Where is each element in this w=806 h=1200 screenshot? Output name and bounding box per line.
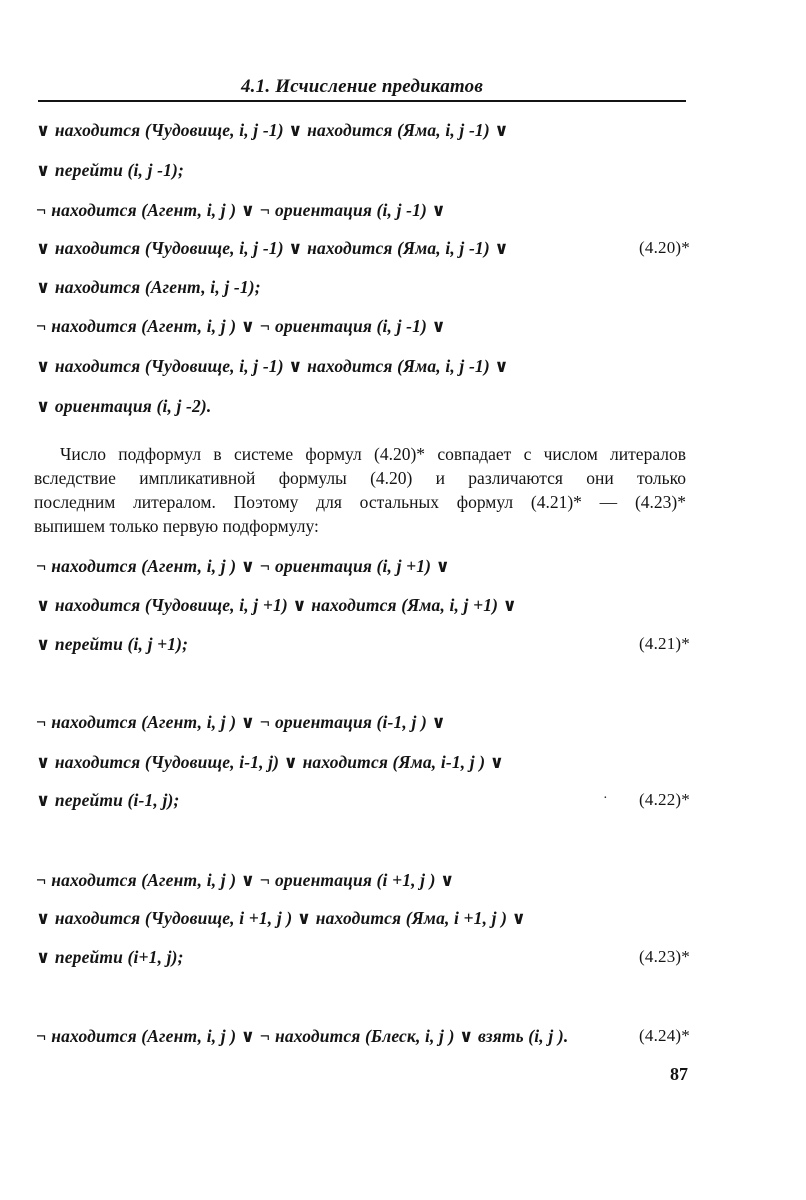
formula-line: ∨ находится (Агент, i, j -1);	[36, 277, 261, 297]
formula-line: ¬ находится (Агент, i, j ) ∨ ¬ находится (Блеск, i, j ) ∨ взять (i, j ).	[36, 1026, 569, 1046]
formula-line: ∨ перейти (i-1, j);	[36, 790, 180, 810]
page-number: 87	[670, 1064, 688, 1084]
formula-line: ∨ находится (Чудовище, i, j -1) ∨ находится (Яма, i, j -1) ∨	[36, 120, 509, 140]
formula-line: ∨ перейти (i, j +1);	[36, 634, 189, 654]
formula-line: ¬ находится (Агент, i, j ) ∨ ¬ ориентация (i, j +1) ∨	[36, 556, 451, 576]
formula-line: ∨ перейти (i+1, j);	[36, 947, 184, 967]
paragraph-line: вследствие импликативной формулы (4.20) и различаются они только	[34, 468, 686, 488]
paragraph-line: последним литералом. Поэтому для остальных формул (4.21)* — (4.23)*	[34, 492, 686, 512]
formula-line: ¬ находится (Агент, i, j ) ∨ ¬ ориентация (i, j -1) ∨	[36, 200, 446, 220]
formula-line: ∨ находится (Чудовище, i +1, j ) ∨ находится (Яма, i +1, j ) ∨	[36, 908, 527, 928]
equation-number-4-20: (4.20)*	[639, 238, 690, 257]
paragraph-line: Число подформул в системе формул (4.20)* совпадает с числом литералов	[60, 444, 686, 464]
formula-line: ∨ находится (Чудовище, i-1, j) ∨ находится (Яма, i-1, j ) ∨	[36, 752, 505, 772]
header-rule	[38, 100, 686, 102]
equation-number-4-24: (4.24)*	[639, 1026, 690, 1045]
formula-line: ∨ перейти (i, j -1);	[36, 160, 184, 180]
formula-line: ∨ находится (Чудовище, i, j -1) ∨ находится (Яма, i, j -1) ∨	[36, 356, 509, 376]
formula-line: ¬ находится (Агент, i, j ) ∨ ¬ ориентация (i-1, j ) ∨	[36, 712, 446, 732]
equation-number-4-21: (4.21)*	[639, 634, 690, 653]
stray-dot: ·	[603, 791, 608, 806]
formula-line: ¬ находится (Агент, i, j ) ∨ ¬ ориентация (i +1, j ) ∨	[36, 870, 455, 890]
body-paragraph	[34, 442, 686, 538]
equation-number-4-22: (4.22)*	[639, 790, 690, 809]
running-header: 4.1. Исчисление предикатов	[240, 76, 484, 97]
formula-line: ¬ находится (Агент, i, j ) ∨ ¬ ориентация (i, j -1) ∨	[36, 316, 446, 336]
formula-line: ∨ находится (Чудовище, i, j +1) ∨ находится (Яма, i, j +1) ∨	[36, 595, 517, 615]
equation-number-4-23: (4.23)*	[639, 947, 690, 966]
formula-line: ∨ ориентация (i, j -2).	[36, 396, 212, 416]
paragraph-line: выпишем только первую подформулу:	[34, 516, 319, 536]
formula-line: ∨ находится (Чудовище, i, j -1) ∨ находится (Яма, i, j -1) ∨	[36, 238, 509, 258]
